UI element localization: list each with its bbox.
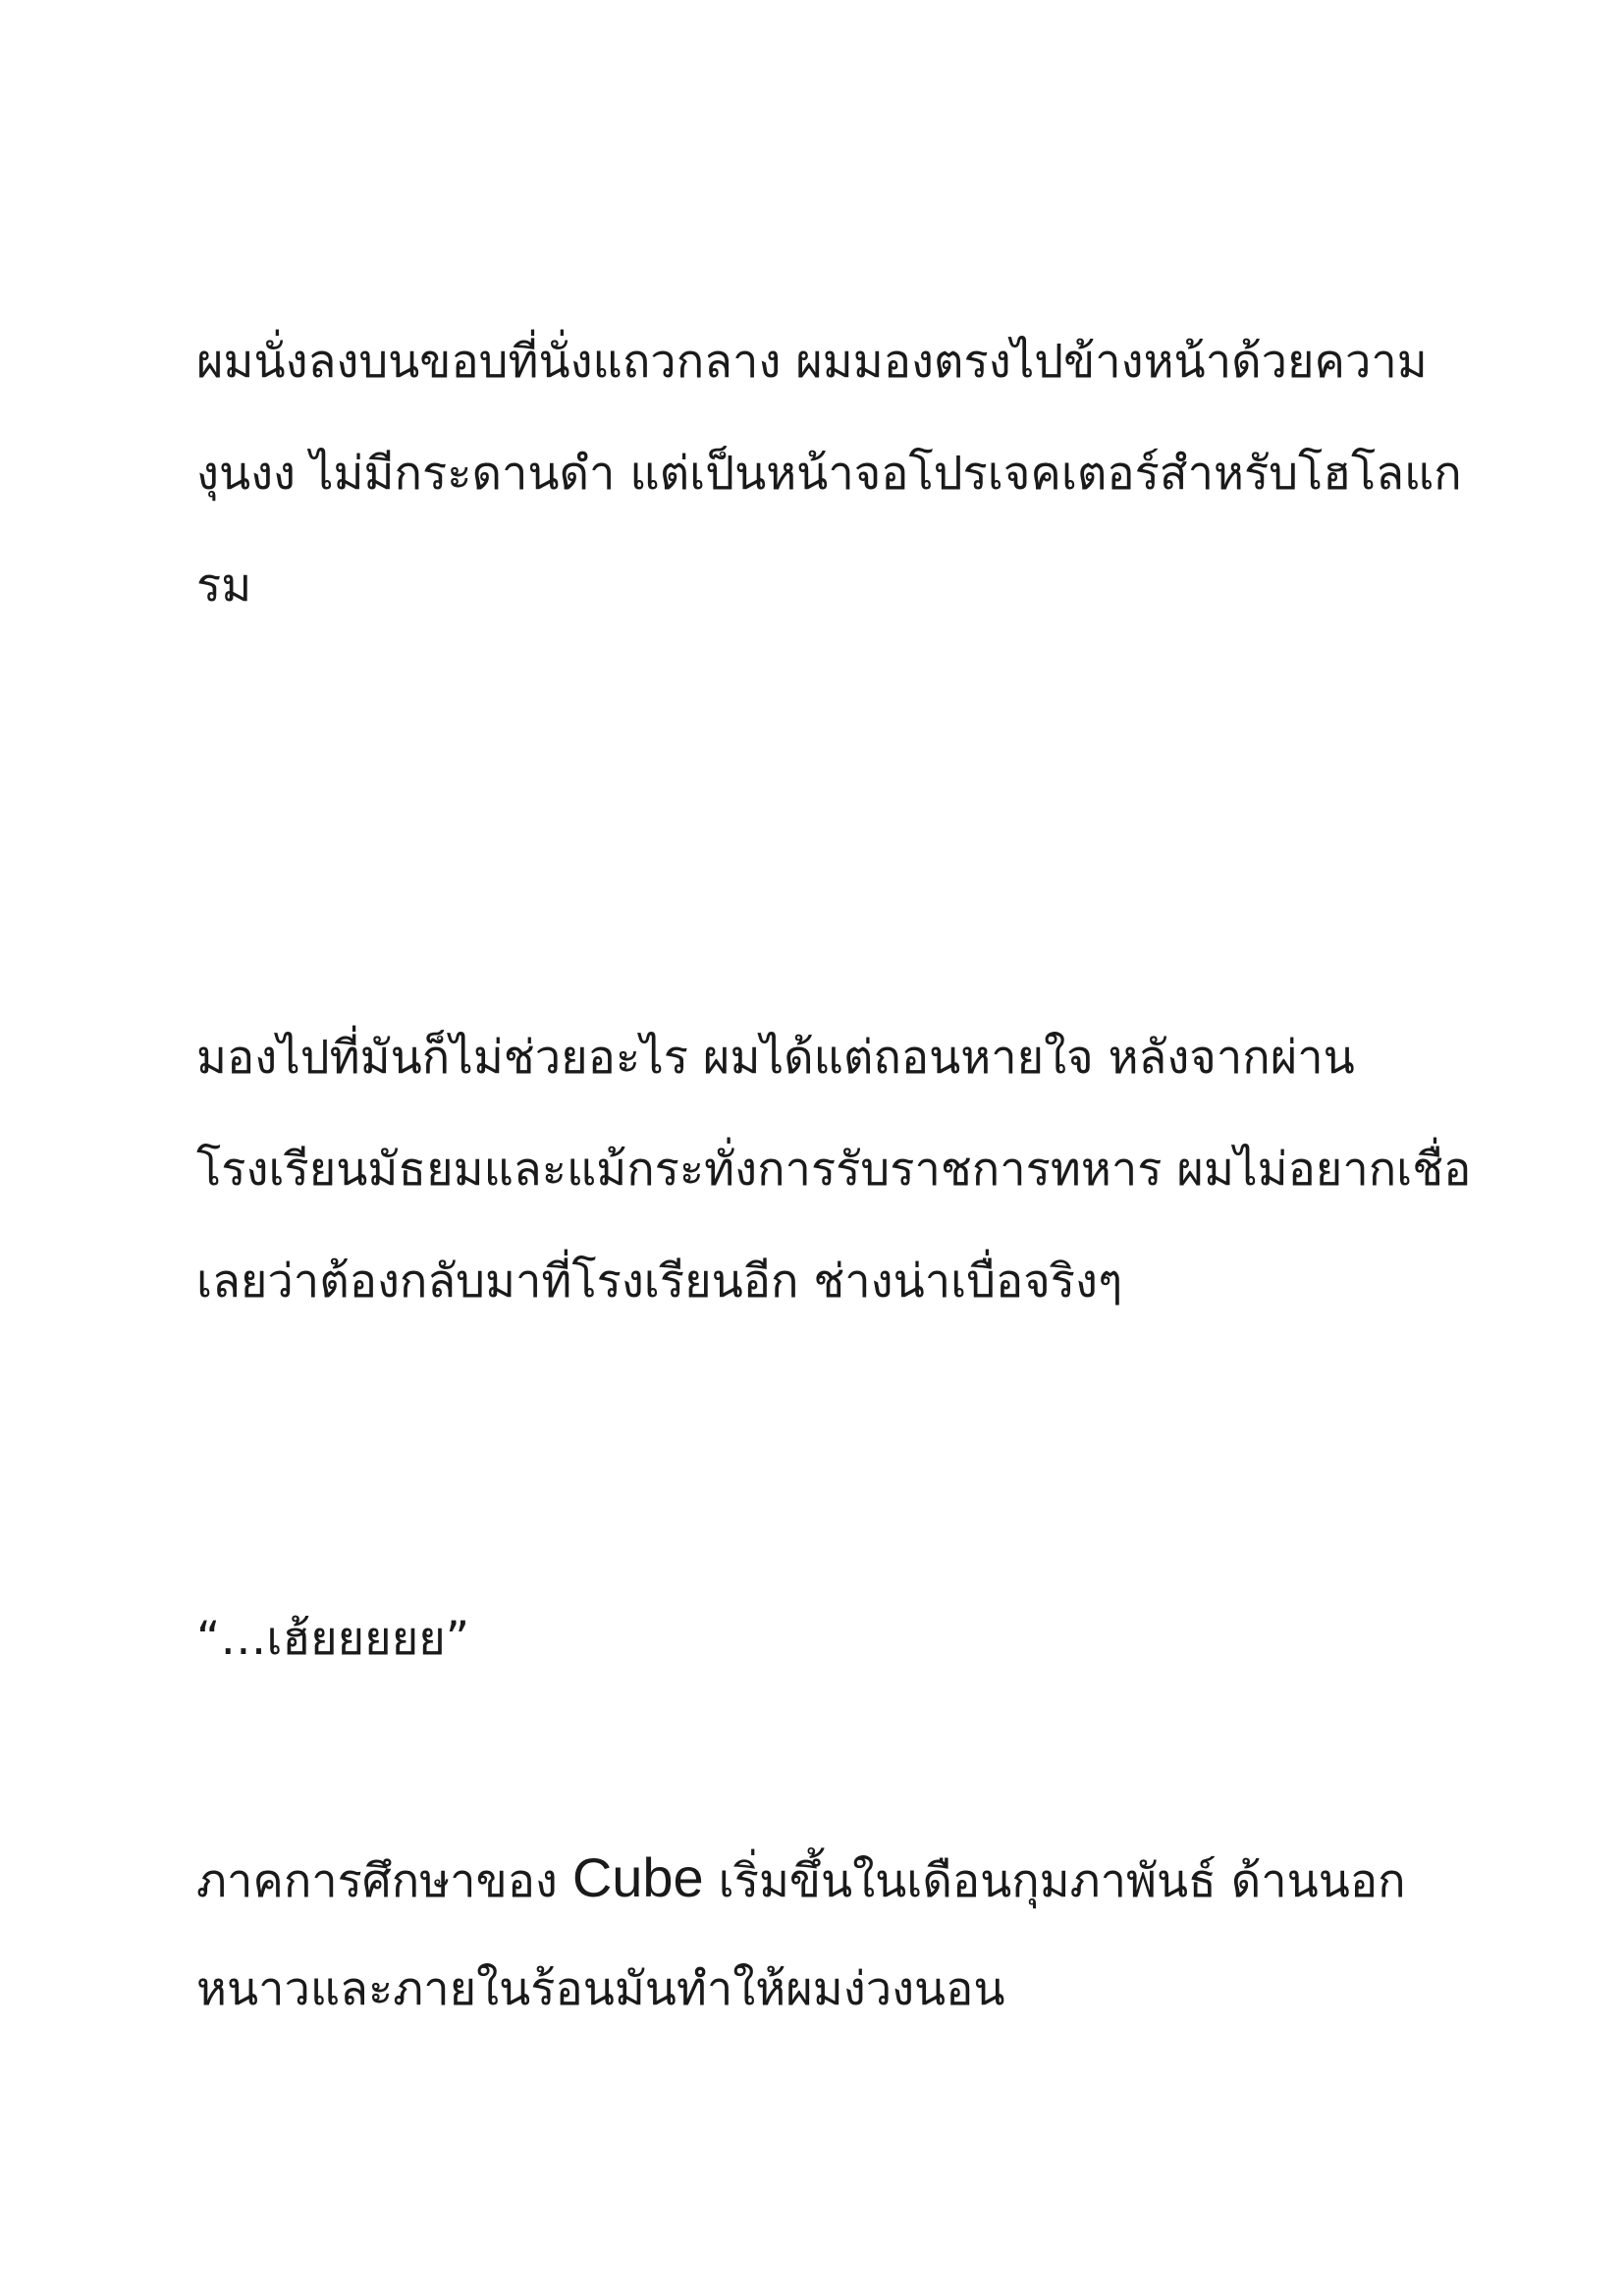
paragraph-line: มองไปที่มันก็ไม่ช่วยอะไร ผมได้แต่ถอนหายใจ หลังจากผ่าน: [196, 1031, 1355, 1085]
paragraph-4: [196, 1822, 1473, 2046]
paragraph-line: เลยว่าต้องกลับมาที่โรงเรียนอีก ช่างน่าเบื่อจริงๆ: [196, 1255, 1123, 1308]
paragraph-line: รม: [196, 559, 252, 613]
paragraph-line: หนาวและภายในร้อนมันทำให้ผมง่วงนอน: [196, 1962, 1005, 2016]
paragraph-2: [196, 1002, 1473, 1338]
paragraph-line: โรงเรียนมัธยมและแม้กระทั่งการรับราชการทหาร ผมไม่อยากเชื่อ: [196, 1143, 1472, 1197]
paragraph-3-dialogue: [196, 1583, 1473, 1695]
paragraph-line: [196, 1822, 1473, 1934]
line-text-before: ภาคการศึกษาของ: [196, 1854, 572, 1908]
paragraph-line: ผมนั่งลงบนขอบที่นั่งแถวกลาง ผมมองตรงไปข้างหน้าด้วยความ: [196, 335, 1428, 389]
dialogue-line: “…เฮ้ยยยยย”: [196, 1612, 470, 1666]
name-cube: Cube: [571, 1846, 704, 1908]
paragraph-1: [196, 306, 1473, 642]
paragraph-line: งุนงง ไม่มีกระดานดำ แต่เป็นหน้าจอโปรเจคเตอร์สำหรับโฮโลแก: [196, 447, 1462, 501]
line-text-after: เริ่มขึ้นในเดือนกุมภาพันธ์ ด้านนอก: [703, 1854, 1406, 1908]
